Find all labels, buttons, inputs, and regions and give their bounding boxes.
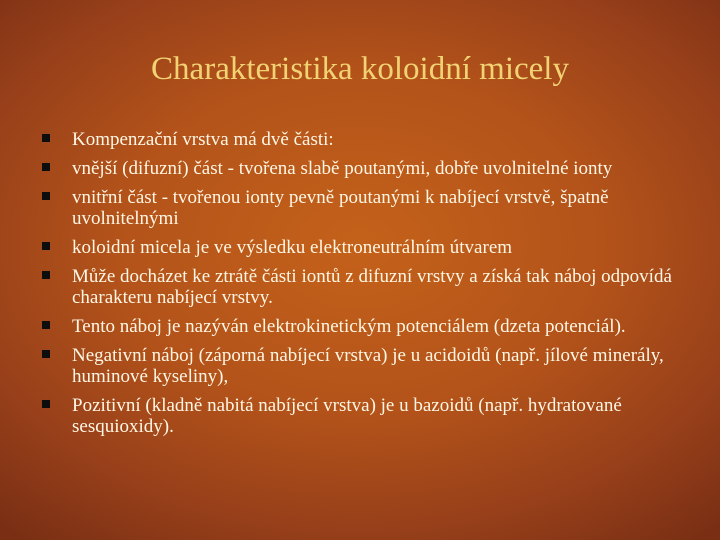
bullet-list: [42, 129, 702, 445]
bullet-item: [42, 266, 702, 308]
square-bullet-icon: [42, 400, 50, 408]
bullet-text: Kompenzační vrstva má dvě části:: [72, 129, 334, 150]
bullet-text: Může docházet ke ztrátě části iontů z difuzní vrstvy a získá tak náboj odpovídá charakteru nabíjecí vrstvy.: [72, 266, 672, 308]
bullet-text: Pozitivní (kladně nabitá nabíjecí vrstva) je u bazoidů (např. hydratované sesquioxidy).: [72, 395, 622, 437]
bullet-text: Tento náboj je nazýván elektrokinetickým potenciálem (dzeta potenciál).: [72, 316, 626, 337]
square-bullet-icon: [42, 350, 50, 358]
bullet-item: [42, 395, 702, 437]
square-bullet-icon: [42, 321, 50, 329]
bullet-text: vnější (difuzní) část - tvořena slabě poutanými, dobře uvolnitelné ionty: [72, 158, 613, 179]
bullet-item: [42, 187, 702, 229]
square-bullet-icon: [42, 271, 50, 279]
square-bullet-icon: [42, 163, 50, 171]
square-bullet-icon: [42, 134, 50, 142]
square-bullet-icon: [42, 192, 50, 200]
square-bullet-icon: [42, 242, 50, 250]
bullet-text: vnitřní část - tvořenou ionty pevně poutanými k nabíjecí vrstvě, špatně uvolnitelnými: [72, 187, 609, 229]
slide-title: Charakteristika koloidní micely: [151, 51, 569, 87]
bullet-item: [42, 316, 702, 337]
bullet-item: [42, 237, 702, 258]
bullet-item: [42, 345, 702, 387]
bullet-item: [42, 158, 702, 179]
bullet-text: Negativní náboj (záporná nabíjecí vrstva) je u acidoidů (např. jílové minerály, huminové kyseliny),: [72, 345, 664, 387]
bullet-text: koloidní micela je ve výsledku elektroneutrálním útvarem: [72, 237, 513, 258]
bullet-item: [42, 129, 702, 150]
